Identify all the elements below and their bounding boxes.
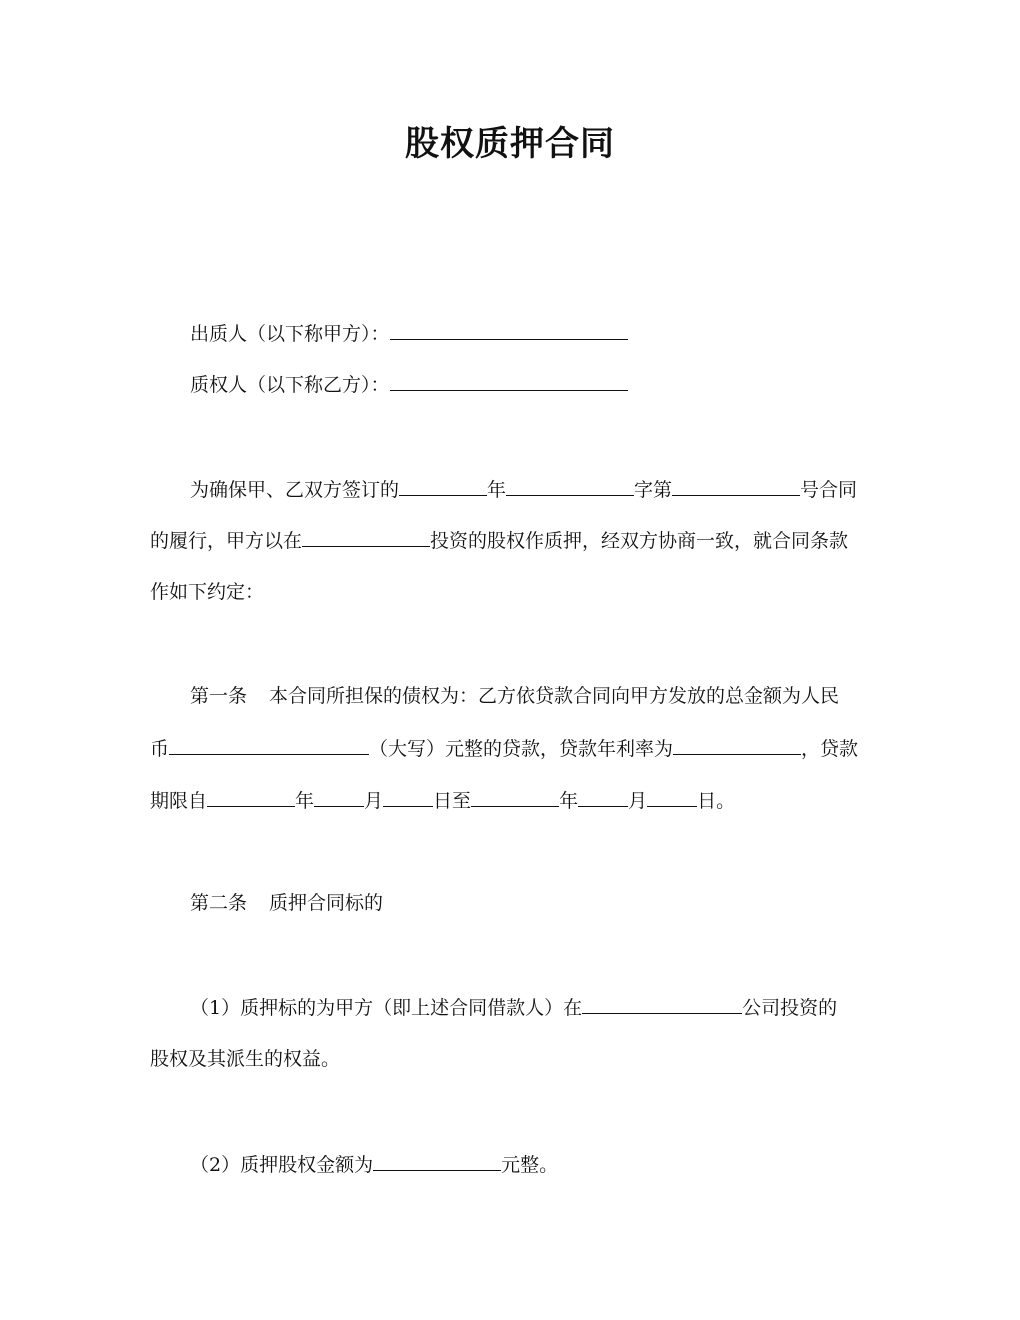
investment-place-blank[interactable] [302,526,430,547]
article1-text: 日。 [697,790,736,812]
loan-amount-blank[interactable] [169,734,369,755]
intro-text: 投资的股权作质押，经双方协商一致，就合同条款 [430,530,849,552]
article2-title: 质押合同标的 [269,892,384,914]
end-month-blank[interactable] [578,786,628,807]
article2-item1-line-1 [190,993,837,1022]
pledgee-label: 质权人（以下称乙方）： [190,374,390,396]
document-title: 股权质押合同 [405,124,615,164]
article1-line-2 [150,734,858,763]
pledgor-line [190,319,628,348]
intro-text: 作如下约定： [150,581,265,603]
article1-text: 本合同所担保的债权为：乙方依贷款合同向甲方发放的总金额为人民 [269,685,840,707]
intro-text: 字第 [634,479,673,501]
pledge-company-blank[interactable] [582,993,742,1014]
article1-text: 币 [150,738,170,760]
start-year-blank[interactable] [207,786,295,807]
start-day-blank[interactable] [383,786,433,807]
pledgor-label: 出质人（以下称甲方）： [190,323,390,345]
article2-text: （1）质押标的为甲方（即上述合同借款人）在 [190,997,583,1019]
article1-heading: 第一条 [190,685,248,707]
article1-line-3 [150,786,735,815]
article2-item2-line [190,1150,558,1179]
end-year-blank[interactable] [471,786,559,807]
pledgee-blank[interactable] [390,370,628,391]
intro-line-1 [190,475,857,504]
article2-text: 股权及其派生的权益。 [150,1048,341,1070]
article2-heading: 第二条 [190,892,248,914]
pledge-amount-blank[interactable] [373,1150,501,1171]
article1-text: 期限自 [150,790,208,812]
article1-line-1 [190,682,839,710]
end-day-blank[interactable] [647,786,697,807]
contract-year-blank[interactable] [399,475,487,496]
article2-text: 公司投资的 [742,997,838,1019]
article1-text: ，贷款 [801,738,859,760]
start-month-blank[interactable] [314,786,364,807]
contract-word-blank[interactable] [506,475,634,496]
intro-line-3 [150,578,264,606]
article1-text: 月 [364,790,384,812]
article1-text: 年 [295,790,315,812]
pledgee-line [190,370,628,399]
article2-text: （2）质押股权金额为 [190,1154,374,1176]
intro-text: 为确保甲、乙双方签订的 [190,479,400,501]
article2-item1-line-2 [150,1045,340,1073]
article2-line-1 [190,889,383,917]
article1-text: 年 [559,790,579,812]
interest-rate-blank[interactable] [673,734,801,755]
article1-text: 日至 [433,790,472,812]
intro-line-2 [150,526,848,555]
pledgor-blank[interactable] [390,319,628,340]
intro-text: 的履行，甲方以在 [150,530,303,552]
intro-text: 年 [487,479,507,501]
article1-text: 月 [628,790,648,812]
intro-text: 号合同 [800,479,858,501]
article1-text: （大写）元整的贷款，贷款年利率为 [369,738,674,760]
article2-text: 元整。 [501,1154,559,1176]
contract-number-blank[interactable] [672,475,800,496]
